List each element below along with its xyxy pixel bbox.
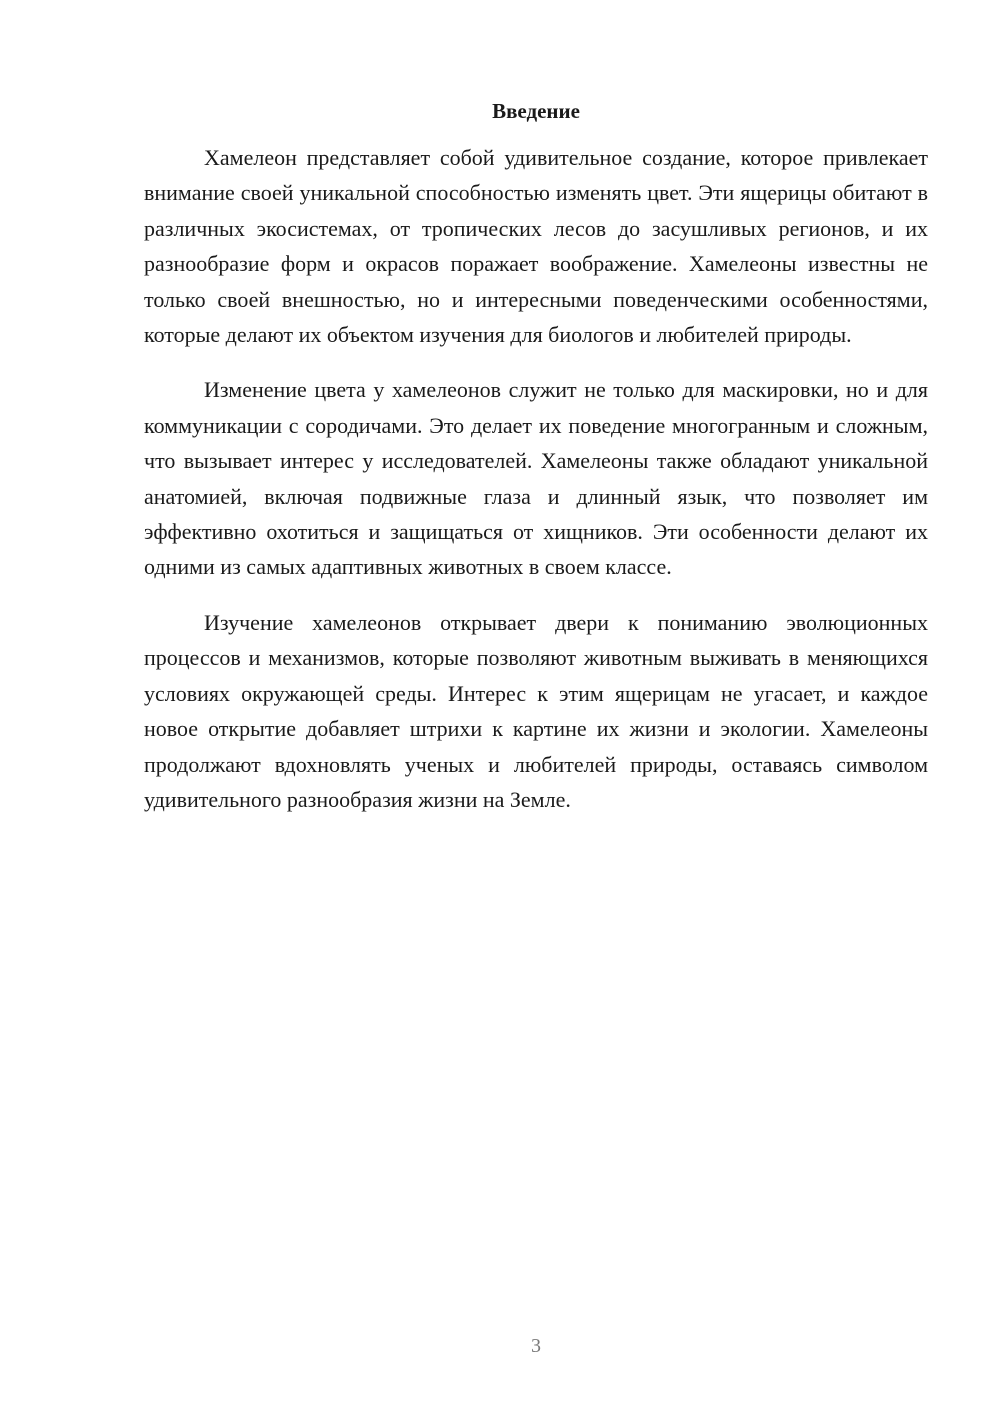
page-number: 3 (531, 1335, 541, 1357)
paragraph-2: Изменение цвета у хамелеонов служит не только для маскировки, но и для коммуникации с сородичами. Это делает их поведение многогранным и сложным, что вызывает интерес у исследователей. Хамелеоны также обладают уникальной анатомией, включая подвижные глаза и длинный язык, что позволяет им эффективно охотиться и защищаться от хищников. Эти особенности делают их одними из самых адаптивных животных в своем классе. (144, 377, 928, 580)
document-body (144, 96, 928, 837)
paragraph-1: Хамелеон представляет собой удивительное создание, которое привлекает внимание своей уникальной способностью изменять цвет. Эти ящерицы обитают в различных экосистемах, от тропических лесов до засушливых регионов, и их разнообразие форм и окрасов поражает воображение. Хамелеоны известны не только своей внешностью, но и интересными поведенческими особенностями, которые делают их объектом изучения для биологов и любителей природы. (144, 145, 928, 348)
section-title: Введение (492, 99, 580, 123)
paragraph-3: Изучение хамелеонов открывает двери к пониманию эволюционных процессов и механизмов, которые позволяют животным выживать в меняющихся условиях окружающей среды. Интерес к этим ящерицам не угасает, и каждое новое открытие добавляет штрихи к картине их жизни и экологии. Хамелеоны продолжают вдохновлять ученых и любителей природы, оставаясь символом удивительного разнообразия жизни на Земле. (144, 609, 928, 812)
